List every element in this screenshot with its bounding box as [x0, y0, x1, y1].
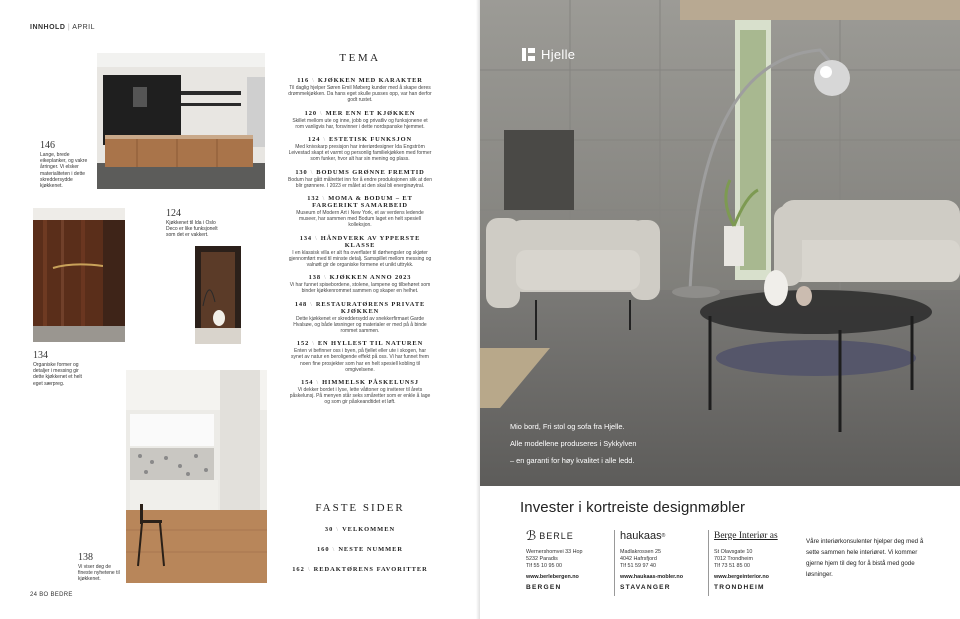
- store-berle: [526, 528, 618, 596]
- magazine-name: BO BEDRE: [39, 592, 73, 598]
- store-city: STAVANGER: [620, 584, 671, 591]
- separator: \: [316, 379, 320, 387]
- toc-item-title: [288, 274, 432, 281]
- toc-item-description: Vi har funnet spisebordene, stolene, lampene og tilbehøret som binder kjøkkenrommet sammen og skaper en helhet.: [289, 282, 431, 295]
- toc-item-description: Til daglig hjelper Søren Emil Møberg kunder med å skape deres drømmekjøkken. Da hans eget skulle pusses opp, var han derfor godt rustet.: [288, 85, 432, 104]
- separator: \: [323, 274, 327, 282]
- separator: \: [336, 526, 340, 533]
- right-page: [480, 0, 960, 619]
- caption-text: Kjøkkenet til Ida i Oslo Deco er like funksjonelt som det er vakkert.: [166, 220, 218, 239]
- separator: \: [310, 300, 313, 308]
- toc-list: [288, 77, 432, 412]
- toc-title-text: EN HYLLEST TIL NATUREN: [317, 340, 424, 348]
- photo-146-kitchen: [97, 53, 265, 189]
- toc-item-title: [288, 169, 432, 176]
- toc-page-number: 116: [297, 77, 310, 84]
- toc-item-title: [288, 77, 432, 84]
- toc-title-text: MER ENN ET KJØKKEN: [325, 109, 416, 117]
- toc-title-text: HÅNDVERK AV YPPERSTE KLASSE: [320, 234, 421, 249]
- hjelle-logo: [522, 47, 575, 62]
- toc-title-text: ESTETISK FUNKSJON: [329, 136, 412, 144]
- ad-photo-living-room: [480, 0, 960, 486]
- toc-title-text: MOMA & BODUM – ET FARGERIKT SAMARBEID: [312, 195, 413, 210]
- toc-item: [288, 77, 432, 104]
- separator: \: [323, 136, 326, 144]
- ad-caption-line: – en garanti for høy kvalitet i alle ledd.: [510, 456, 635, 465]
- section-label: INNHOLD: [30, 24, 66, 31]
- folio: [30, 592, 73, 598]
- toc-page-number: 154: [301, 379, 314, 387]
- toc-item-description: Dette kjøkkenet er skreddersydd av snekkerfirmaet Garde Hvalsøe, og både løsninger og materialer er med på å binde rommet sammen.: [293, 315, 427, 335]
- store-divider: [708, 530, 709, 596]
- store-address: [526, 549, 618, 570]
- address-line: Tlf 73 51 85 00: [714, 563, 750, 569]
- ad-photo-caption: [510, 418, 730, 469]
- store-logo: [526, 528, 618, 543]
- caption-124: [166, 208, 226, 239]
- store-logo-text: haukaas: [620, 529, 662, 542]
- caption-134: [33, 350, 87, 387]
- toc-item: [288, 301, 432, 335]
- toc-title-text: HIMMELSK PÅSKELUNSJ: [322, 379, 419, 387]
- toc-item: [288, 274, 432, 294]
- toc-item-description: I en klassisk villa er alt fra overflater til dørhengsler og skjøter gjennomført med til minste detalj. Samspillet mellom messing og valnøtt gir de organiske formene et unikt uttrykk.: [288, 249, 432, 269]
- faste-page-number: 162: [292, 566, 305, 573]
- store-divider: [614, 530, 615, 596]
- separator: \: [319, 109, 323, 117]
- store-logo: [714, 528, 806, 543]
- toc-item-title: [288, 235, 432, 249]
- photo-134-walnut: [33, 208, 125, 342]
- address-line: Wernershomvei 33 Hop: [526, 549, 583, 555]
- toc-item-title: [288, 195, 432, 209]
- address-line: 5232 Paradis: [526, 556, 558, 562]
- separator: \: [332, 546, 336, 553]
- toc-page-number: 152: [296, 340, 310, 348]
- toc-item-description: Med knivskarp presisjon har interiørdesigner Ida Engström Leivestad skapt et varmt og personlig familiekjøkken med former som funker, hvor alt har sin mening og plass.: [288, 144, 432, 163]
- store-address: [714, 549, 806, 570]
- faste-sider-list: [290, 526, 430, 586]
- store-city: TRONDHEIM: [714, 584, 765, 591]
- caption-number: 146: [40, 140, 55, 151]
- toc-title-text: RESTAURATØRENS PRIVATE KJØKKEN: [315, 300, 426, 315]
- store-logo-text: Berge Interiør as: [714, 530, 778, 541]
- page-number: 24: [30, 592, 38, 598]
- faste-title-text: REDAKTØRENS FAVORITTER: [313, 566, 428, 573]
- separator: \: [322, 195, 326, 203]
- ad-caption-line: Mio bord, Fri stol og sofa fra Hjelle.: [510, 422, 625, 431]
- caption-text: Vi viser deg de fineste nyhetene til kjøkkenet.: [78, 564, 120, 583]
- toc-page-number: 138: [308, 274, 321, 282]
- toc-item: [288, 169, 432, 189]
- toc-item-description: Bodum har gått målrettet inn for å endre produksjonen slik at den blir grønnere. I 2023 er målet at den skal bli energinøytral.: [288, 176, 432, 189]
- ad-heading: Invester i kortreiste designmøbler: [520, 499, 746, 516]
- address-line: St Olavsgate 10: [714, 549, 753, 555]
- berle-mark-icon: ℬ: [526, 527, 537, 543]
- faste-title-text: NESTE NUMMER: [338, 546, 404, 553]
- store-logo-text: BERLE: [539, 530, 574, 541]
- caption-text: Organiske former og detaljer i messing gir dette kjøkkenet et helt eget særpreg.: [33, 362, 82, 387]
- toc-item: [288, 195, 432, 229]
- caption-number: 134: [33, 350, 48, 361]
- toc-item: [288, 340, 432, 373]
- toc-item-description: Vi dekker bordet i lyse, lette våttoner og inviterer til årets påskelunsj. På menyen står seks småretter som er enkle å lage og som gir påskeandtidet et løft.: [289, 387, 431, 406]
- store-logo: [620, 528, 712, 543]
- toc-page-number: 132: [307, 195, 320, 203]
- store-berge-interior: [714, 528, 806, 596]
- faste-page-number: 160: [316, 546, 330, 553]
- toc-page-number: 124: [308, 136, 321, 144]
- toc-item-description: Museum of Modern Art i New York, et av verdens ledende museer, har sammen med Bodum laget en helt spesiell kolleksjon.: [296, 210, 424, 229]
- separator: \: [315, 234, 318, 242]
- caption-146: [40, 140, 92, 189]
- consultant-text: Våre interiørkonsulenter hjelper deg med å sette sammen hele interiøret. Vi kommer gjerne hjem til deg for å bistå med gode løsninger.: [806, 538, 924, 578]
- separator: \: [312, 340, 315, 348]
- toc-item-title: [288, 340, 432, 347]
- brand-name: Hjelle: [541, 47, 576, 62]
- toc-item-title: [288, 136, 432, 143]
- faste-item: [290, 546, 430, 553]
- faste-item: [290, 526, 430, 533]
- tema-heading: TEMA: [339, 52, 381, 64]
- faste-title-text: VELKOMMEN: [342, 526, 396, 533]
- address-line: Madlakrossen 25: [620, 549, 662, 555]
- photo-138-white-kitchen: [126, 370, 267, 583]
- caption-number: 138: [78, 552, 93, 563]
- toc-item-title: [288, 379, 432, 386]
- faste-sider-heading: FASTE SIDER: [315, 502, 405, 514]
- caption-number: 124: [166, 208, 181, 219]
- address-line: 7012 Trondheim: [714, 556, 753, 562]
- ad-caption-line: Alle modellene produseres i Sykkylven: [510, 439, 637, 448]
- faste-item: [290, 566, 430, 573]
- toc-page-number: 120: [304, 109, 317, 117]
- store-website: www.haukaas-mobler.no: [620, 574, 684, 580]
- address-line: Tlf 51 59 97 40: [620, 563, 656, 569]
- toc-title-text: KJØKKEN ANNO 2023: [329, 274, 412, 282]
- faste-page-number: 30: [324, 526, 334, 533]
- separator: \: [307, 566, 311, 573]
- month-label: APRIL: [72, 24, 95, 31]
- toc-page-number: 134: [299, 234, 313, 242]
- photo-124-vase: [195, 246, 241, 344]
- toc-title-text: KJØKKEN MED KARAKTER: [317, 77, 423, 84]
- store-address: [620, 549, 712, 570]
- hjelle-mark-icon: [522, 48, 535, 61]
- caption-text: Lange, brede eikeplanker, og vakre årringer. Vi elsker materialiteten i dette skreddersydde kjøkkenet.: [40, 152, 88, 190]
- toc-item-title: [288, 110, 432, 117]
- store-city: BERGEN: [526, 584, 562, 591]
- toc-item-title: [288, 301, 432, 315]
- address-line: 4042 Hafrsfjord: [620, 556, 657, 562]
- separator: \: [312, 77, 315, 84]
- toc-page-number: 130: [295, 168, 308, 176]
- store-website: www.bergeinterior.no: [714, 574, 769, 580]
- store-list: [520, 528, 820, 598]
- toc-item: [288, 235, 432, 269]
- store-website: www.berlebergen.no: [526, 574, 579, 580]
- caption-138: [78, 552, 124, 583]
- toc-title-text: BODUMS GRØNNE FREMTID: [316, 168, 425, 176]
- toc-item-description: Skillet mellom ute og inne, jobb og privatliv og funksjonene et rom vanligvis har, forsvinner i dette nordspanske hjemmet.: [292, 117, 428, 130]
- toc-page-number: 148: [294, 300, 308, 308]
- separator: \: [310, 168, 314, 176]
- toc-item: [288, 110, 432, 130]
- toc-item: [288, 379, 432, 406]
- toc-item: [288, 136, 432, 163]
- toc-item-description: Enten vi befinner oss i byen, på fjellet eller ute i skogen, har synet av natur en beroligende effekt på oss. Vi har funnet frem noen fine prosjekter som har en helt spesiell kobling til omgivelsene.: [291, 348, 429, 373]
- running-head: INNHOLD | APRIL: [30, 24, 95, 31]
- store-haukaas: [620, 528, 712, 596]
- trademark-icon: ®: [661, 532, 666, 539]
- address-line: Tlf 55 10 95 00: [526, 563, 562, 569]
